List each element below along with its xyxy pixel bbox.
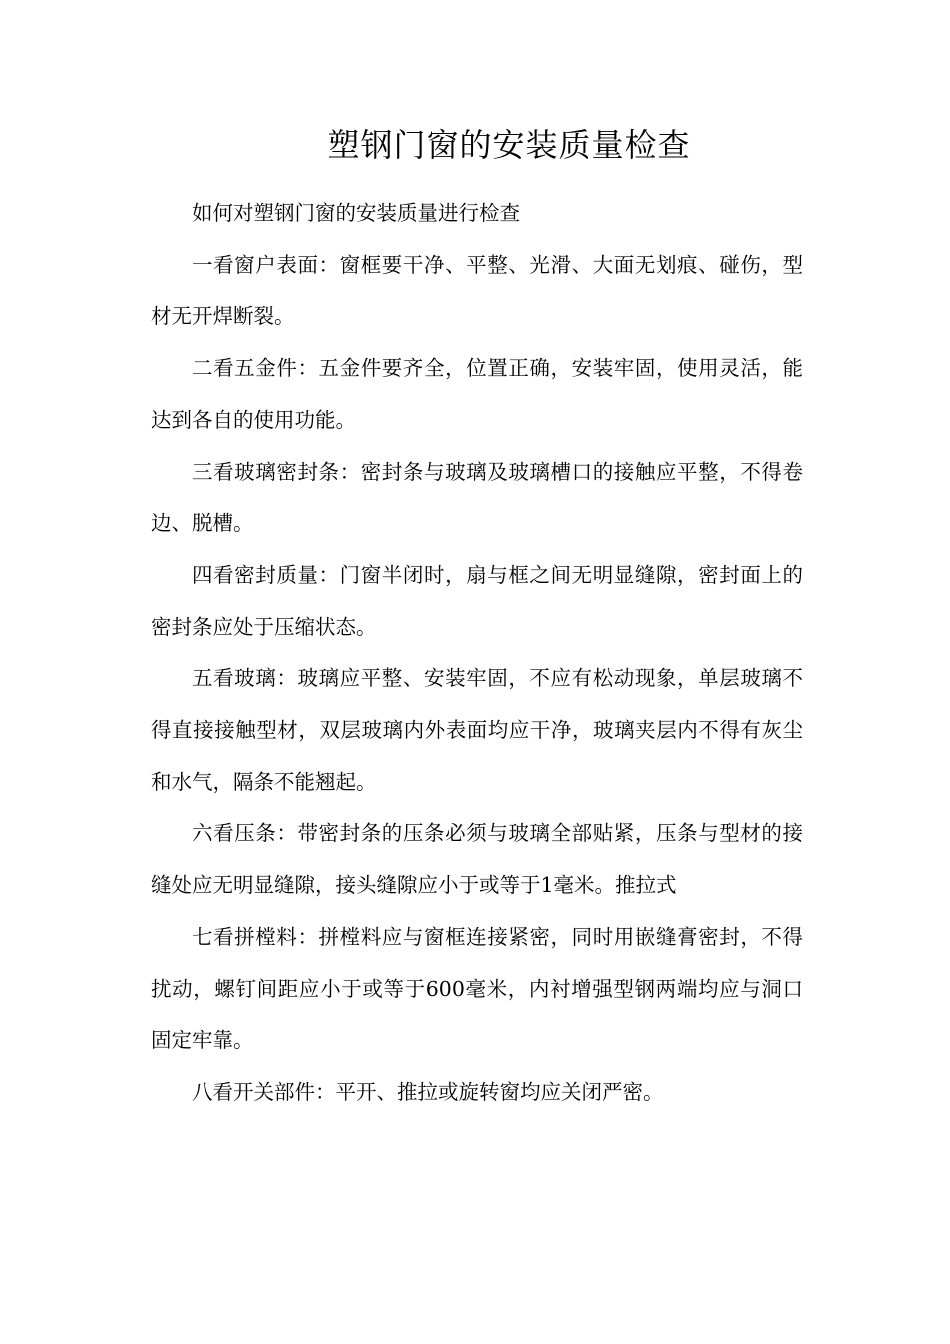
paragraph-glass-seal-strip: 三看玻璃密封条：密封条与玻璃及玻璃槽口的接触应平整，不得卷边、脱槽。 xyxy=(151,459,803,536)
paragraph-mullion: 七看拼樘料：拼樘料应与窗框连接紧密，同时用嵌缝膏密封，不得扰动，螺钉间距应小于或等于600毫米，内衬增强型钢两端均应与洞口固定牢靠。 xyxy=(151,924,803,1053)
paragraph-glass: 五看玻璃：玻璃应平整、安装牢固，不应有松动现象，单层玻璃不得直接接触型材，双层玻璃内外表面均应干净，玻璃夹层内不得有灰尘和水气，隔条不能翘起。 xyxy=(151,666,803,794)
document-title: 塑钢门窗的安装质量检查 xyxy=(327,126,691,164)
paragraph-window-surface: 一看窗户表面：窗框要干净、平整、光滑、大面无划痕、碰伤，型材无开焊断裂。 xyxy=(151,252,803,329)
paragraph-opening-parts: 八看开关部件：平开、推拉或旋转窗均应关闭严密。 xyxy=(192,1079,664,1104)
paragraph-seal-quality: 四看密封质量：门窗半闭时，扇与框之间无明显缝隙，密封面上的密封条应处于压缩状态。 xyxy=(151,562,803,639)
paragraph-hardware: 二看五金件：五金件要齐全，位置正确，安装牢固，使用灵活，能达到各自的使用功能。 xyxy=(151,356,803,432)
paragraph-bead: 六看压条：带密封条的压条必须与玻璃全部贴紧，压条与型材的接缝处应无明显缝隙，接头缝隙应小于或等于1毫米。推拉式 xyxy=(151,821,803,898)
document-body xyxy=(151,188,803,1119)
paragraph-intro: 如何对塑钢门窗的安装质量进行检查 xyxy=(192,201,520,225)
